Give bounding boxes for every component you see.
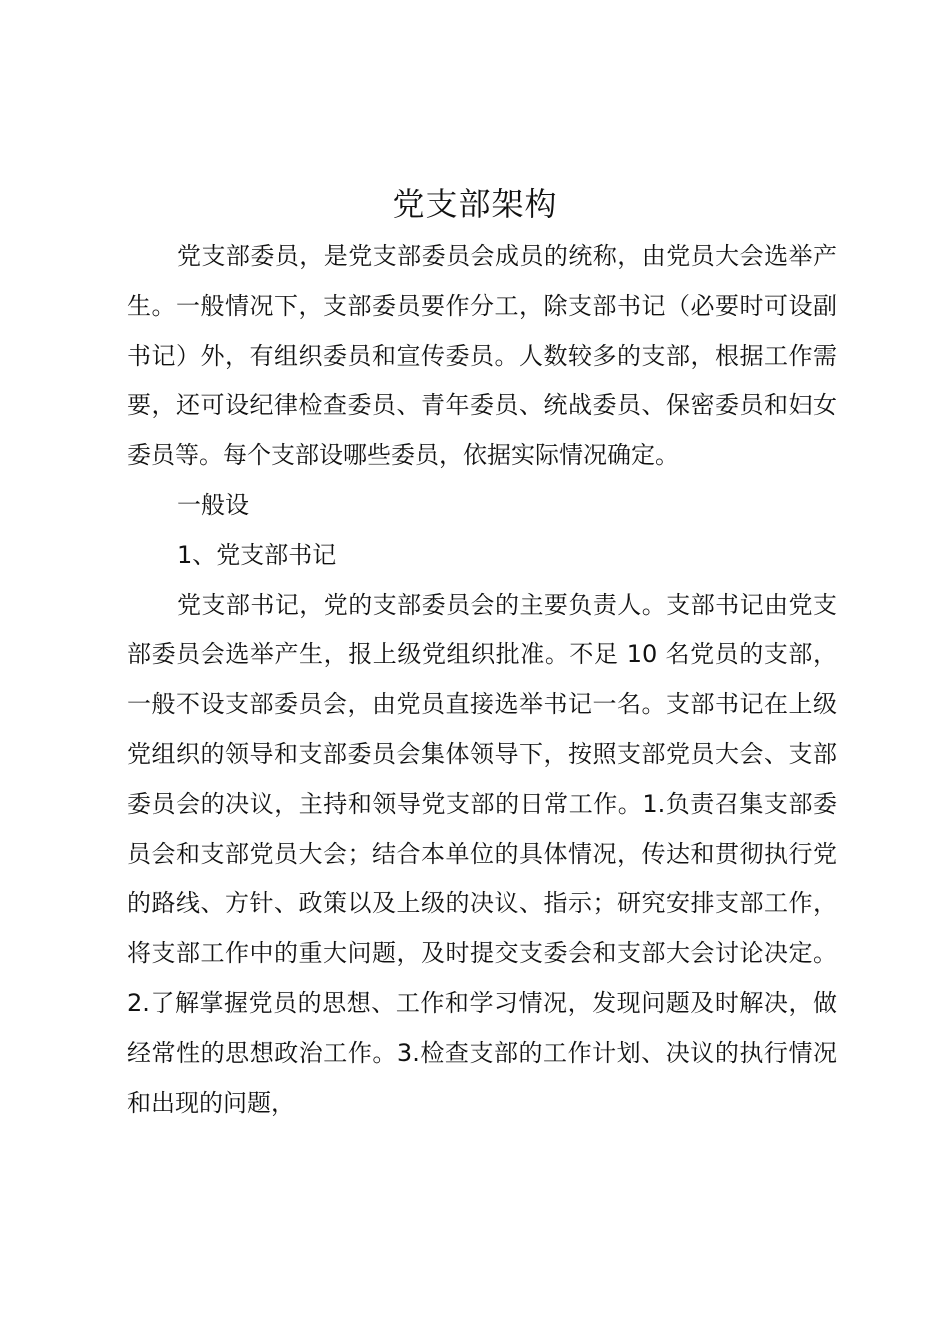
paragraph-general: 一般设 (177, 490, 249, 519)
document-title: 党支部架构 (392, 185, 558, 223)
paragraph-secretary: 党支部书记，党的支部委员会的主要负责人。支部书记由党支部委员会选举产生，报上级党组织批准。不足 10 名党员的支部，一般不设支部委员会，由党员直接选举书记一名。支部书记在上级党组织的领导和支部委员会集体领导下，按照支部党员大会、支部委员会的决议，主持和领导党支部的日常工作。1.负责召集支部委员会和支部党员大会；结合本单位的具体情况，传达和贯彻执行党的路线、方针、政策以及上级的决议、指示；研究安排支部工作，将支部工作中的重大问题，及时提交支委会和支部大会讨论决定。2.了解掌握党员的思想、工作和学习情况，发现问题及时解决，做经常性的思想政治工作。3.检查支部的工作计划、决议的执行情况和出现的问题， (127, 590, 837, 1117)
document-body (127, 232, 837, 1128)
section-heading-secretary: 1、党支部书记 (177, 540, 337, 569)
paragraph-intro: 党支部委员，是党支部委员会成员的统称，由党员大会选举产生。一般情况下，支部委员要作分工，除支部书记（必要时可设副书记）外，有组织委员和宣传委员。人数较多的支部，根据工作需要，还可设纪律检查委员、青年委员、统战委员、保密委员和妇女委员等。每个支部设哪些委员，依据实际情况确定。 (127, 242, 837, 470)
